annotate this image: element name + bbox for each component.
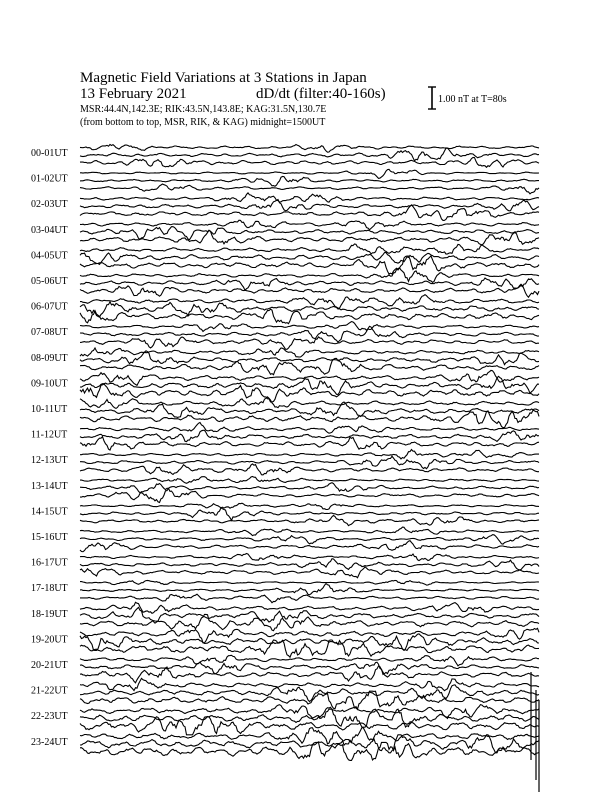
station-order-note: (from bottom to top, MSR, RIK, & KAG) midnight=1500UT: [80, 117, 326, 128]
trace-kag: [80, 554, 539, 561]
trace-kag: [80, 477, 539, 484]
trace-rik: [80, 326, 539, 342]
trace-rik: [80, 227, 539, 240]
trace-rik: [80, 535, 539, 544]
hour-label: 05-06UT: [31, 276, 68, 287]
trace-msr: [80, 691, 539, 709]
hour-label: 19-20UT: [31, 634, 68, 646]
trace-msr: [80, 666, 539, 683]
hour-label: 20-21UT: [31, 660, 68, 671]
trace-rik: [80, 148, 539, 161]
trace-rik: [80, 735, 539, 753]
trace-msr: [80, 184, 539, 194]
trace-rik: [80, 430, 539, 441]
trace-rik: [80, 200, 539, 211]
trace-msr: [80, 640, 539, 657]
trace-kag: [80, 423, 539, 434]
hour-label: 17-18UT: [31, 583, 68, 595]
hour-label: 01-02UT: [31, 173, 68, 185]
trace-rik: [80, 456, 539, 469]
chart-date: 13 February 2021: [80, 86, 187, 102]
hour-label: 07-08UT: [31, 327, 68, 339]
chart-title: Magnetic Field Variations at 3 Stations in Japan: [80, 70, 367, 86]
trace-rik: [80, 176, 539, 186]
trace-kag: [80, 503, 539, 509]
trace-kag: [80, 602, 539, 613]
trace-kag: [80, 527, 539, 536]
trace-msr: [80, 614, 539, 630]
trace-kag: [80, 655, 539, 666]
hour-label: 04-05UT: [31, 250, 68, 262]
trace-kag: [80, 268, 539, 283]
hour-label: 09-10UT: [31, 378, 68, 390]
hour-label: 06-07UT: [31, 301, 68, 313]
hour-label: 11-12UT: [31, 429, 68, 441]
trace-msr: [80, 594, 539, 603]
trace-kag: [80, 322, 539, 332]
trace-kag: [80, 220, 539, 230]
hour-label: 00-01UT: [31, 148, 68, 159]
hour-label: 16-17UT: [31, 557, 68, 569]
trace-kag: [80, 169, 539, 178]
station-coordinates: MSR:44.4N,142.3E; RIK:43.5N,143.8E; KAG:31.5N,130.7E: [80, 104, 327, 115]
trace-msr: [80, 488, 539, 502]
hour-label: 03-04UT: [31, 224, 68, 236]
trace-kag: [80, 678, 539, 690]
trace-kag: [80, 193, 539, 202]
trace-msr: [80, 717, 539, 735]
trace-rik: [80, 278, 539, 290]
trace-msr: [80, 437, 539, 451]
hour-label: 23-24UT: [31, 736, 68, 748]
trace-rik: [80, 662, 539, 674]
trace-msr: [80, 515, 539, 525]
trace-rik: [80, 559, 539, 570]
trace-msr: [80, 337, 539, 349]
trace-rik: [80, 351, 539, 365]
trace-kag: [80, 244, 539, 254]
hour-label: 12-13UT: [31, 455, 68, 467]
hour-label: 02-03UT: [31, 199, 68, 211]
hour-label: 15-16UT: [31, 532, 68, 543]
trace-kag: [80, 145, 539, 153]
hour-label: 08-09UT: [31, 352, 68, 364]
trace-kag: [80, 348, 539, 357]
trace-rik: [80, 607, 539, 623]
trace-msr: [80, 230, 539, 244]
hour-label: 18-19UT: [31, 608, 68, 620]
scale-label: 1.00 nT at T=80s: [438, 94, 507, 105]
trace-kag: [80, 580, 539, 585]
trace-msr: [80, 157, 539, 167]
trace-msr: [80, 284, 539, 297]
trace-kag: [80, 727, 539, 745]
hour-label: 13-14UT: [31, 480, 68, 492]
hour-label: 21-22UT: [31, 685, 68, 697]
trace-msr: [80, 541, 539, 552]
trace-rik: [80, 483, 539, 493]
trace-kag: [80, 397, 539, 409]
trace-msr: [80, 309, 539, 324]
trace-rik: [80, 584, 539, 595]
trace-kag: [80, 450, 539, 459]
trace-msr: [80, 567, 539, 578]
trace-msr: [80, 410, 539, 428]
trace-msr: [80, 464, 539, 475]
hour-label: 22-23UT: [31, 711, 68, 723]
hour-label: 14-15UT: [31, 506, 68, 518]
chart-quantity: dD/dt (filter:40-160s): [256, 86, 386, 102]
hour-label: 10-11UT: [31, 404, 68, 415]
